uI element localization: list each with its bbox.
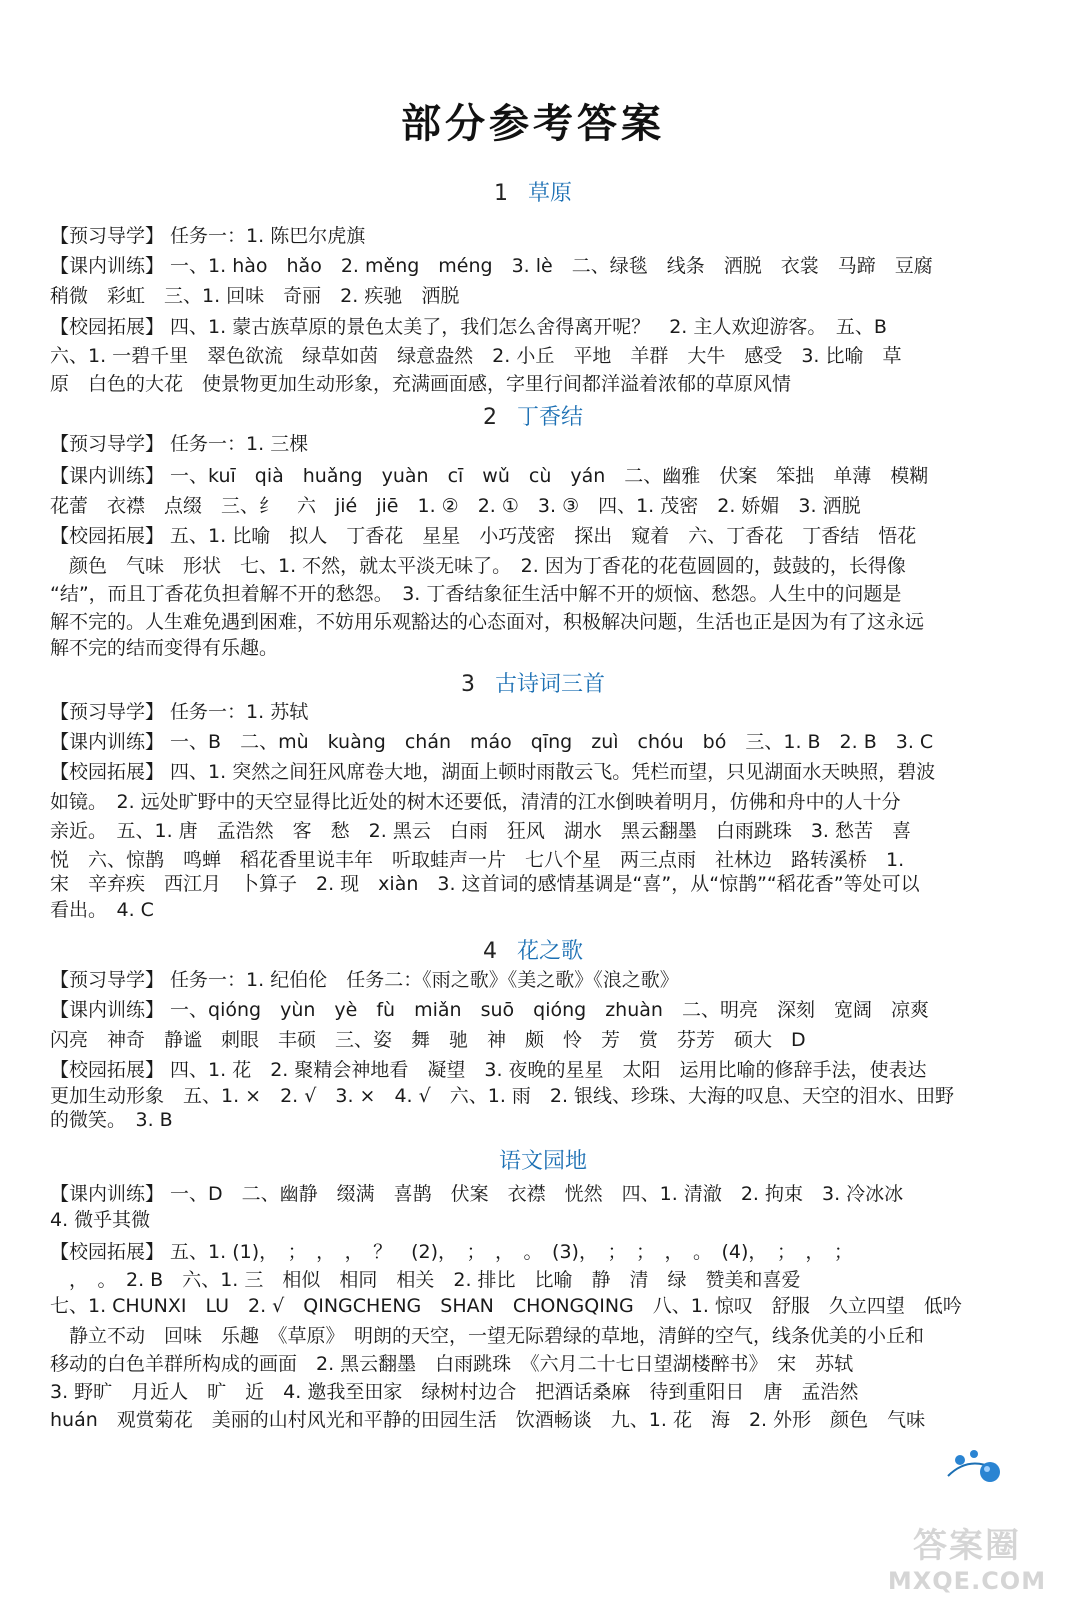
- answer-line: 如镜。 2. 远处旷野中的天空显得比近处的树木还要低，清清的江水倒映着明月，仿佛和舟中的人十分: [50, 791, 901, 813]
- answer-line: 颜色 气味 形状 七、1. 不然，就太平淡无味了。 2. 因为丁香花的花苞圆圆的，鼓鼓的，长得像: [50, 555, 906, 577]
- answer-line: 【预习导学】 任务一：1. 三棵: [50, 433, 309, 455]
- page-title: 部分参考答案: [401, 101, 665, 147]
- answer-line: 六、1. 一碧千里 翠色欲流 绿草如茵 绿意盎然 2. 小丘 平地 羊群 大牛 感受 3. 比喻 草: [50, 345, 902, 367]
- answer-line: 4. 微乎其微: [50, 1209, 151, 1231]
- watermark-text: 答案圈: [913, 1526, 1021, 1566]
- answer-line: 【预习导学】 任务一：1. 苏轼: [50, 701, 309, 723]
- answer-line: 【预习导学】 任务一：1. 陈巴尔虎旗: [50, 225, 366, 247]
- answer-line: 花蕾 衣襟 点缀 三、纟 六 jié jiē 1. ② 2. ① 3. ③ 四、1. 茂密 2. 娇媚 3. 洒脱: [50, 495, 861, 517]
- answer-line: 3. 野旷 月近人 旷 近 4. 邀我至田家 绿树村边合 把酒话桑麻 待到重阳日 唐 孟浩然: [50, 1381, 859, 1403]
- answer-line: 【校园拓展】 五、1. 比喻 拟人 丁香花 星星 小巧茂密 探出 窥着 六、丁香花 丁香结 悟花: [50, 525, 917, 547]
- section-title: [0, 1144, 1066, 1175]
- answer-line: 亲近。 五、1. 唐 孟浩然 客 愁 2. 黑云 白雨 狂风 湖水 黑云翻墨 白雨跳珠 3. 愁苦 喜: [50, 820, 912, 842]
- answer-line: 【课内训练】 一、kuī qià huǎng yuàn cī wǔ cù yán 二、幽雅 伏案 笨拙 单薄 模糊: [50, 465, 929, 487]
- answer-line: 移动的白色羊群所构成的画面 2. 黑云翻墨 白雨跳珠 《六月二十七日望湖楼醉书》 宋 苏轼: [50, 1353, 854, 1375]
- section-name: 草原: [527, 181, 572, 206]
- answer-line: 稍微 彩虹 三、1. 回味 奇丽 2. 疾驰 洒脱: [50, 285, 460, 307]
- watermark: [882, 1518, 1052, 1595]
- answer-line: 解不完的结而变得有乐趣。: [50, 637, 279, 659]
- answer-line: 看出。 4. C: [50, 899, 154, 921]
- answer-line: ， 。 2. B 六、1. 三 相似 相同 相关 2. 排比 比喻 静 清 绿 赞美和喜爱: [50, 1269, 801, 1291]
- section-number: 2: [482, 405, 497, 430]
- section-number: 3: [460, 672, 475, 697]
- section-name: 丁香结: [516, 405, 583, 430]
- answer-line: 悦 六、惊鹊 鸣蝉 稻花香里说丰年 听取蛙声一片 七八个星 两三点雨 社林边 路转溪桥 1.: [50, 849, 905, 871]
- answer-line: 【课内训练】 一、1. hào hǎo 2. měng méng 3. lè 二、绿毯 线条 洒脱 衣裳 马蹄 豆腐: [50, 255, 933, 277]
- watermark-url: MXQE.COM: [887, 1567, 1047, 1595]
- section-title: [0, 176, 1066, 207]
- section-name: 古诗词三首: [494, 672, 605, 697]
- answer-line: 【校园拓展】 五、1. (1)， ； ， ， ？ (2)， ； ， 。 (3)， ； ； ， 。 (4)， ； ， ；: [50, 1241, 853, 1263]
- answer-line: 静立不动 回味 乐趣 《草原》 明朗的天空，一望无际碧绿的草地，清鲜的空气，线条优美的小丘和: [50, 1325, 925, 1347]
- answer-line: 【课内训练】 一、qióng yùn yè fù miǎn suō qióng zhuàn 二、明亮 深刻 宽阔 凉爽: [50, 999, 929, 1021]
- section-name: 语文园地: [498, 1149, 587, 1174]
- flower-decoration-icon: [938, 1446, 1038, 1486]
- section-title: [0, 667, 1066, 698]
- answer-line: 【校园拓展】 四、1. 突然之间狂风席卷大地，湖面上顿时雨散云飞。凭栏而望，只见湖面水天映照，碧波: [50, 761, 936, 783]
- answer-line: 【预习导学】 任务一：1. 纪伯伦 任务二：《雨之歌》《美之歌》《浪之歌》: [50, 969, 679, 991]
- answer-line: 闪亮 神奇 静谧 刺眼 丰硕 三、姿 舞 驰 神 颇 怜 芳 赏 芬芳 硕大 D: [50, 1029, 806, 1051]
- section-title: [0, 400, 1066, 431]
- answer-line: 原 白色的大花 使景物更加生动形象，充满画面感，字里行间都洋溢着浓郁的草原风情: [50, 373, 792, 395]
- answer-line: “结”，而且丁香花负担着解不开的愁怨。 3. 丁香结象征生活中解不开的烦恼、愁怨。人生中的问题是: [50, 583, 902, 605]
- answer-line: 更加生动形象 五、1. × 2. √ 3. × 4. √ 六、1. 雨 2. 银线、珍珠、大海的叹息、天空的泪水、田野: [50, 1085, 955, 1107]
- answer-line: 宋 辛弃疾 西江月 卜算子 2. 现 xiàn 3. 这首词的感情基调是“喜”，从“惊鹊”“稻花香”等处可以: [50, 873, 920, 895]
- answer-line: 【校园拓展】 四、1. 花 2. 聚精会神地看 凝望 3. 夜晚的星星 太阳 运用比喻的修辞手法，使表达: [50, 1059, 927, 1081]
- answer-line: 七、1. CHUNXI LU 2. √ QINGCHENG SHAN CHONGQING 八、1. 惊叹 舒服 久立四望 低吟: [50, 1295, 962, 1317]
- section-name: 花之歌: [516, 939, 583, 964]
- section-number: 1: [493, 181, 508, 206]
- answer-line: huán 观赏菊花 美丽的山村风光和平静的田园生活 饮酒畅谈 九、1. 花 海 2. 外形 颜色 气味: [50, 1409, 926, 1431]
- section-number: 4: [482, 939, 497, 964]
- answer-line: 【校园拓展】 四、1. 蒙古族草原的景色太美了，我们怎么舍得离开呢？ 2. 主人欢迎游客。 五、B: [50, 316, 887, 338]
- answer-line: 的微笑。 3. B: [50, 1109, 173, 1131]
- answer-line: 【课内训练】 一、B 二、mù kuàng chán máo qīng zuì chóu bó 三、1. B 2. B 3. C: [50, 731, 934, 753]
- answer-line: 【课内训练】 一、D 二、幽静 缀满 喜鹊 伏案 衣襟 恍然 四、1. 清澈 2. 拘束 3. 冷冰冰: [50, 1183, 904, 1205]
- answer-line: 解不完的。人生难免遇到困难，不妨用乐观豁达的心态面对，积极解决问题，生活也正是因为有了这永远: [50, 611, 925, 633]
- section-title: [0, 934, 1066, 965]
